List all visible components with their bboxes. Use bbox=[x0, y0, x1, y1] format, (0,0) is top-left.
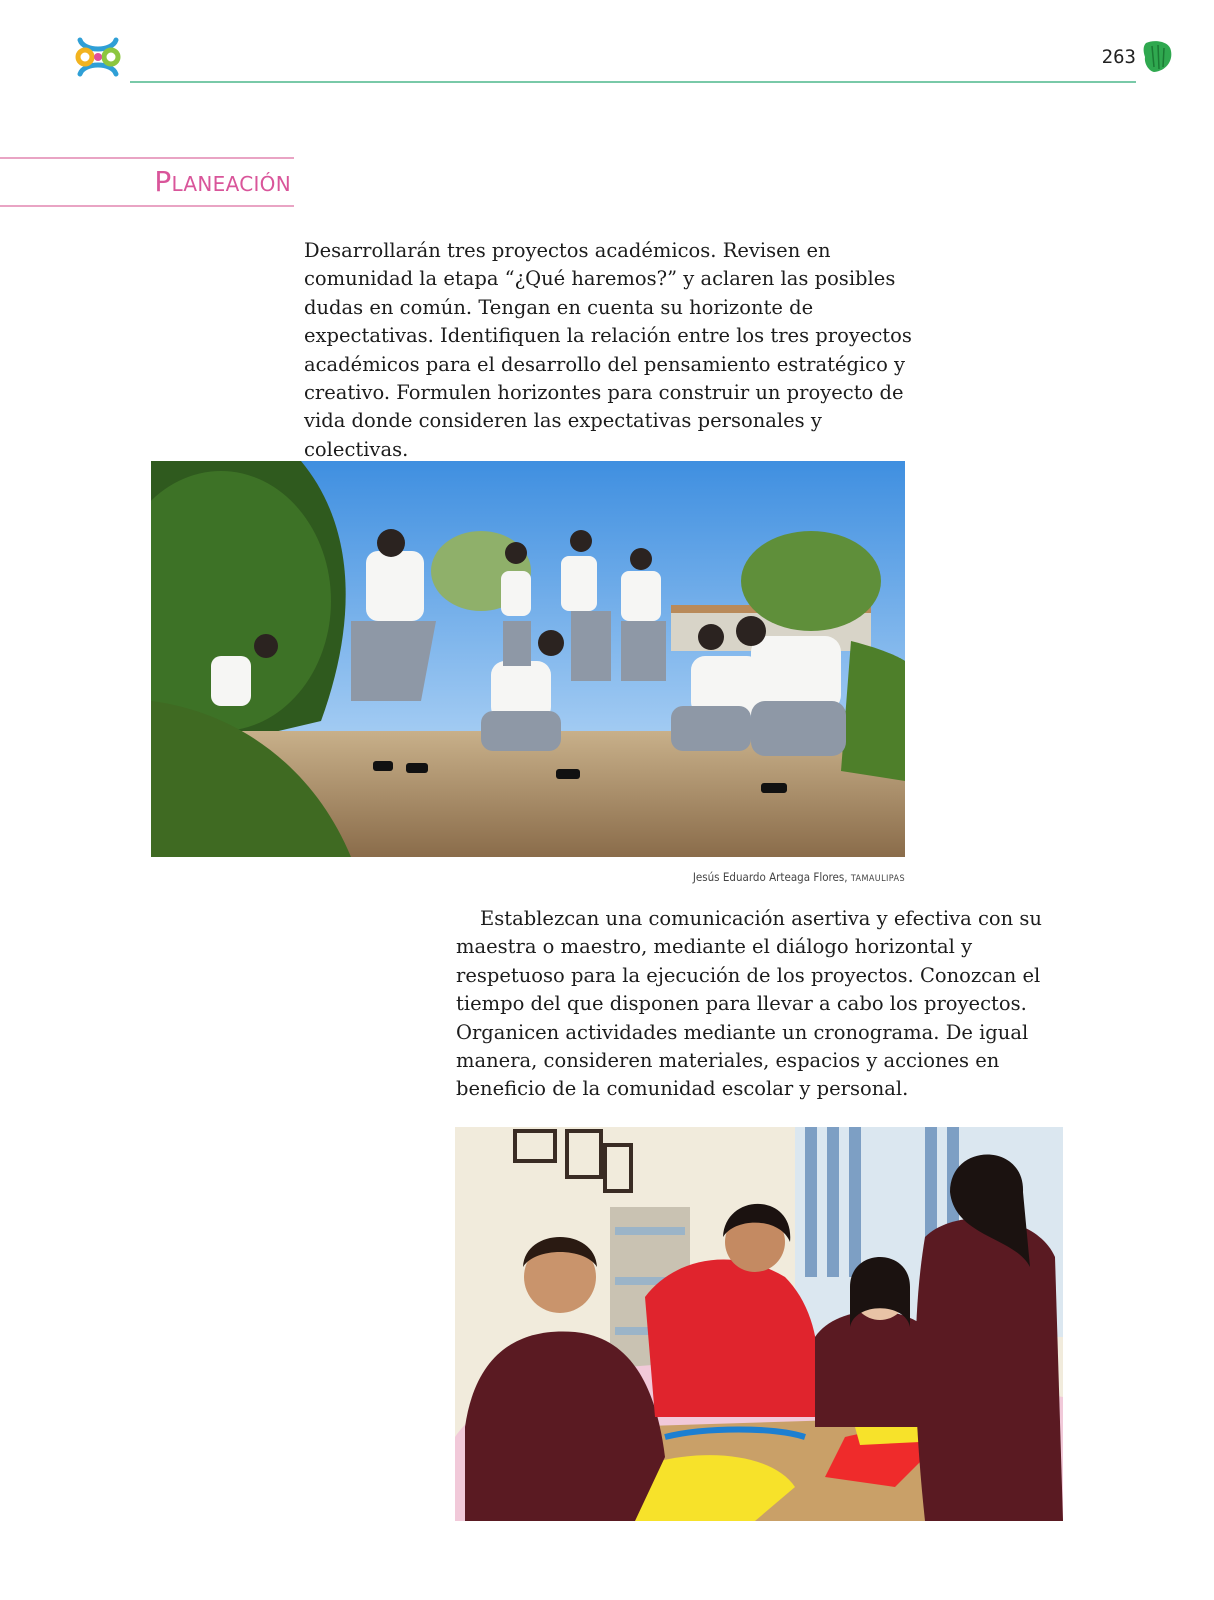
interlinked-rings-logo-icon bbox=[72, 30, 124, 84]
classroom-teacher-photo bbox=[455, 1127, 1063, 1521]
photo-credit bbox=[693, 870, 905, 884]
section-heading-band bbox=[0, 157, 294, 207]
photo-credit-author: Jesús Eduardo Arteaga Flores, bbox=[692, 870, 848, 884]
photo-credit-place: TAMAULIPAS bbox=[850, 874, 905, 884]
students-outdoor-photo bbox=[151, 461, 905, 857]
body-paragraph-2: Establezcan una comunicación asertiva y efectiva con su maestra o maestro, mediante el diálogo horizontal y respetuoso para la ejecución de los proyectos. Conozcan el tiempo del que disponen para llevar a cabo los proyectos. Organicen actividades mediante un cronograma. De igual manera, consideren materiales, espacios y acciones en beneficio de la comunidad escolar y personal. bbox=[456, 907, 1042, 1101]
body-paragraph-1: Desarrollarán tres proyectos académicos. Revisen en comunidad la etapa “¿Qué haremos?” y aclaren las posibles dudas en común. Tengan en cuenta su horizonte de expectativas. Identifiquen la relación entre los tres proyectos académicos para el desarrollo del pensamiento estratégico y creativo. Formulen horizontes para construir un proyecto de vida donde consideren las expectativas personales y colectivas. bbox=[304, 239, 912, 461]
section-title: Planeación bbox=[154, 165, 291, 198]
page-number: 263 bbox=[1101, 46, 1136, 68]
green-leaf-icon bbox=[1140, 37, 1174, 75]
header-rule bbox=[130, 81, 1136, 83]
